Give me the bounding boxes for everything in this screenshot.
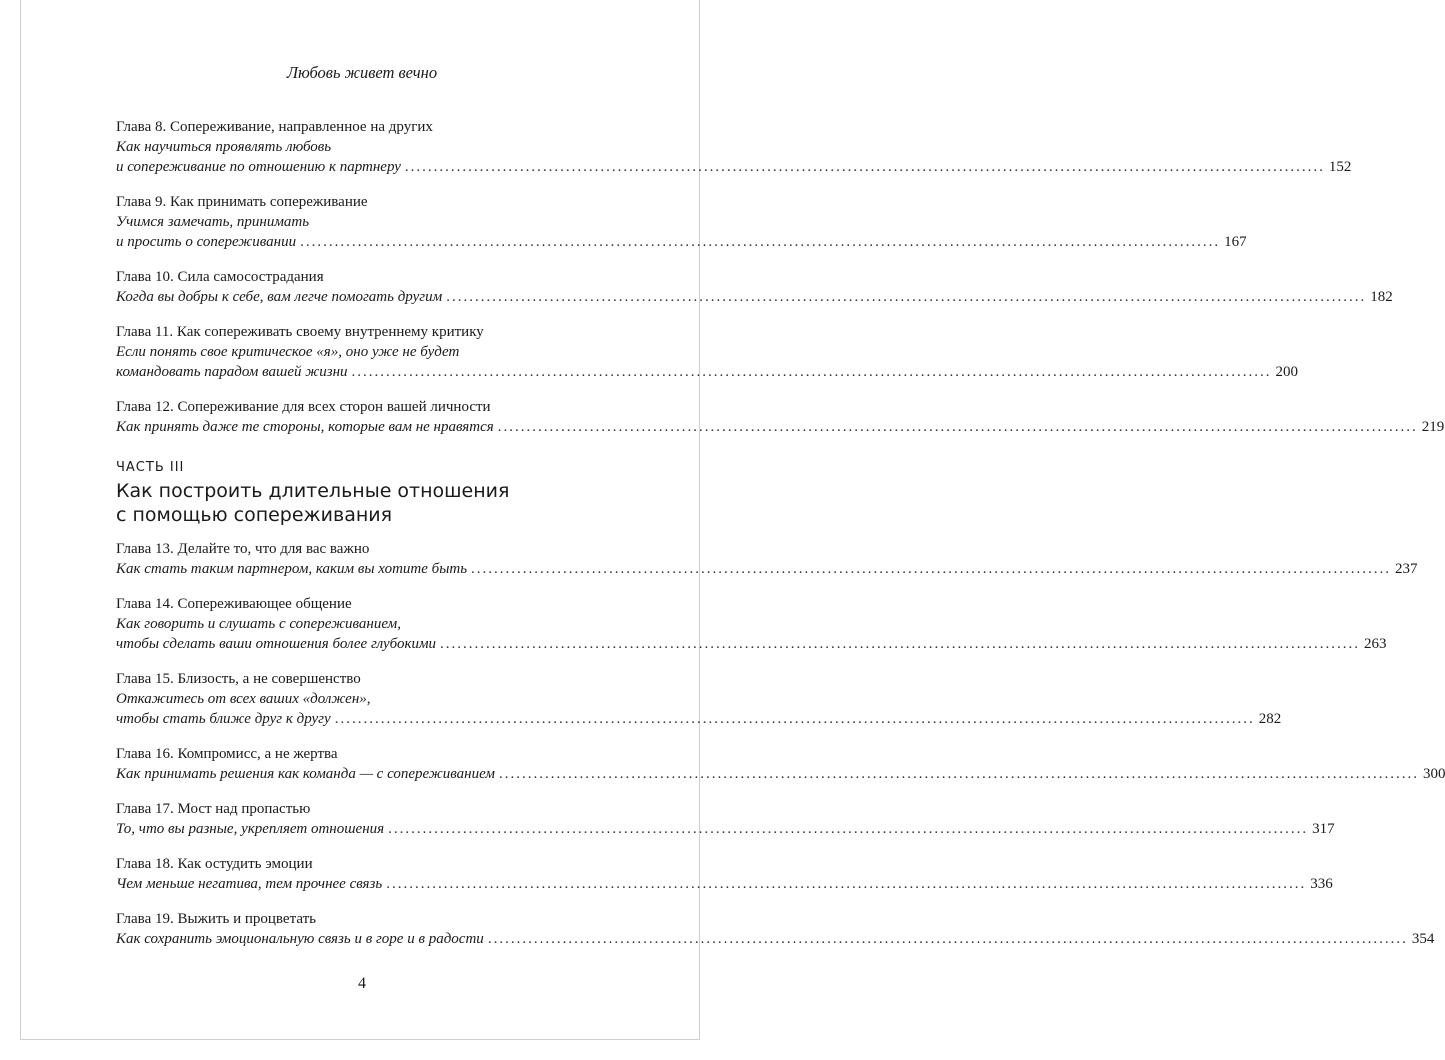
dot-leader: ................................................................................................................................................................ xyxy=(471,561,1392,577)
part-label: ЧАСТЬ III xyxy=(116,460,185,475)
chapter-subtitle-text: и сопереживание по отношению к партнеру xyxy=(116,159,401,175)
chapter-subtitle-line: Если понять свое критическое «я», оно уже не будет xyxy=(116,344,460,360)
dot-leader: ................................................................................................................................................................ xyxy=(497,419,1418,435)
chapter-title: Глава 18. Как остудить эмоции xyxy=(116,856,313,872)
chapter-subtitle-last-line xyxy=(116,874,1333,894)
toc-entries-part-3 xyxy=(116,539,1445,949)
chapter-subtitle-text: Когда вы добры к себе, вам легче помогать другим xyxy=(116,289,443,305)
chapter-subtitle-last-line xyxy=(116,362,1299,382)
chapter-subtitle-last-line xyxy=(116,634,1387,654)
chapter-page-number: 182 xyxy=(1370,289,1393,305)
dot-leader: ................................................................................................................................................................ xyxy=(487,931,1408,947)
chapter-page-number: 237 xyxy=(1395,561,1418,577)
toc-entry xyxy=(116,322,1299,382)
table-of-contents xyxy=(116,117,1445,964)
chapter-page-number: 219 xyxy=(1421,419,1445,435)
dot-leader: ................................................................................................................................................................ xyxy=(334,711,1255,727)
chapter-subtitle-text: Как принять даже те стороны, которые вам не нравятся xyxy=(116,419,494,435)
chapter-subtitle-text: командовать парадом вашей жизни xyxy=(116,364,348,380)
chapter-title: Глава 8. Сопереживание, направленное на других xyxy=(116,119,433,135)
toc-entry xyxy=(116,267,1393,307)
chapter-title: Глава 9. Как принимать сопереживание xyxy=(116,194,368,210)
chapter-subtitle-last-line xyxy=(116,559,1418,579)
dot-leader: ................................................................................................................................................................ xyxy=(386,876,1307,892)
chapter-subtitle-line: Откажитесь от всех ваших «должен», xyxy=(116,691,371,707)
chapter-subtitle-text: То, что вы разные, укрепляет отношения xyxy=(116,821,385,837)
chapter-subtitle-last-line xyxy=(116,287,1393,307)
chapter-subtitle-text: чтобы стать ближе друг к другу xyxy=(116,711,331,727)
chapter-subtitle-text: чтобы сделать ваши отношения более глубокими xyxy=(116,636,437,652)
chapter-subtitle-text: Как стать таким партнером, каким вы хотите быть xyxy=(116,561,468,577)
chapter-subtitle-last-line xyxy=(116,764,1445,784)
toc-entry xyxy=(116,744,1445,784)
toc-entry xyxy=(116,397,1445,437)
chapter-subtitle-line: Как говорить и слушать с сопереживанием, xyxy=(116,616,401,632)
chapter-subtitle-last-line xyxy=(116,157,1352,177)
dot-leader: ................................................................................................................................................................ xyxy=(446,289,1367,305)
toc-entry xyxy=(116,669,1282,729)
chapter-page-number: 300 xyxy=(1422,766,1445,782)
chapter-title: Глава 17. Мост над пропастью xyxy=(116,801,311,817)
chapter-subtitle-line: Как научиться проявлять любовь xyxy=(116,139,332,155)
toc-entry xyxy=(116,539,1418,579)
chapter-title: Глава 15. Близость, а не совершенство xyxy=(116,671,361,687)
toc-entry xyxy=(116,117,1352,177)
chapter-page-number: 167 xyxy=(1224,234,1247,250)
dot-leader: ................................................................................................................................................................ xyxy=(440,636,1361,652)
toc-entry xyxy=(116,192,1247,252)
chapter-subtitle-last-line xyxy=(116,929,1435,949)
chapter-subtitle-last-line xyxy=(116,232,1247,252)
chapter-page-number: 336 xyxy=(1310,876,1333,892)
chapter-subtitle-last-line xyxy=(116,709,1282,729)
part-title-line-2: с помощью сопереживания xyxy=(116,504,393,526)
dot-leader: ................................................................................................................................................................ xyxy=(351,364,1272,380)
toc-entry xyxy=(116,799,1335,839)
chapter-page-number: 263 xyxy=(1364,636,1387,652)
dot-leader: ................................................................................................................................................................ xyxy=(498,766,1419,782)
chapter-title: Глава 19. Выжить и процветать xyxy=(116,911,316,927)
chapter-title: Глава 16. Компромисс, а не жертва xyxy=(116,746,338,762)
chapter-subtitle-text: Как принимать решения как команда — с сопереживанием xyxy=(116,766,495,782)
page-number: 4 xyxy=(358,975,366,992)
chapter-title: Глава 11. Как сопереживать своему внутреннему критику xyxy=(116,324,484,340)
dot-leader: ................................................................................................................................................................ xyxy=(300,234,1221,250)
chapter-page-number: 317 xyxy=(1312,821,1335,837)
chapter-subtitle-text: Чем меньше негатива, тем прочнее связь xyxy=(116,876,383,892)
part-heading xyxy=(116,459,613,527)
dot-leader: ................................................................................................................................................................ xyxy=(388,821,1309,837)
chapter-page-number: 282 xyxy=(1258,711,1282,727)
toc-entry xyxy=(116,854,1333,894)
dot-leader: ................................................................................................................................................................ xyxy=(404,159,1325,175)
chapter-subtitle-text: Как сохранить эмоциональную связь и в горе и в радости xyxy=(116,931,484,947)
chapter-page-number: 354 xyxy=(1411,931,1435,947)
toc-entries-part-2 xyxy=(116,117,1445,437)
chapter-page-number: 152 xyxy=(1328,159,1352,175)
chapter-title: Глава 10. Сила самосострадания xyxy=(116,269,324,285)
running-head: Любовь живет вечно xyxy=(286,63,438,82)
chapter-title: Глава 14. Сопереживающее общение xyxy=(116,596,352,612)
chapter-subtitle-last-line xyxy=(116,417,1445,437)
chapter-subtitle-line: Учимся замечать, принимать xyxy=(116,214,310,230)
chapter-page-number: 200 xyxy=(1275,364,1299,380)
toc-entry xyxy=(116,909,1435,949)
chapter-title: Глава 13. Делайте то, что для вас важно xyxy=(116,541,370,557)
chapter-subtitle-text: и просить о сопереживании xyxy=(116,234,297,250)
toc-entry xyxy=(116,594,1387,654)
chapter-subtitle-last-line xyxy=(116,819,1335,839)
chapter-title: Глава 12. Сопереживание для всех сторон вашей личности xyxy=(116,399,491,415)
part-title-line-1: Как построить длительные отношения xyxy=(116,480,510,502)
